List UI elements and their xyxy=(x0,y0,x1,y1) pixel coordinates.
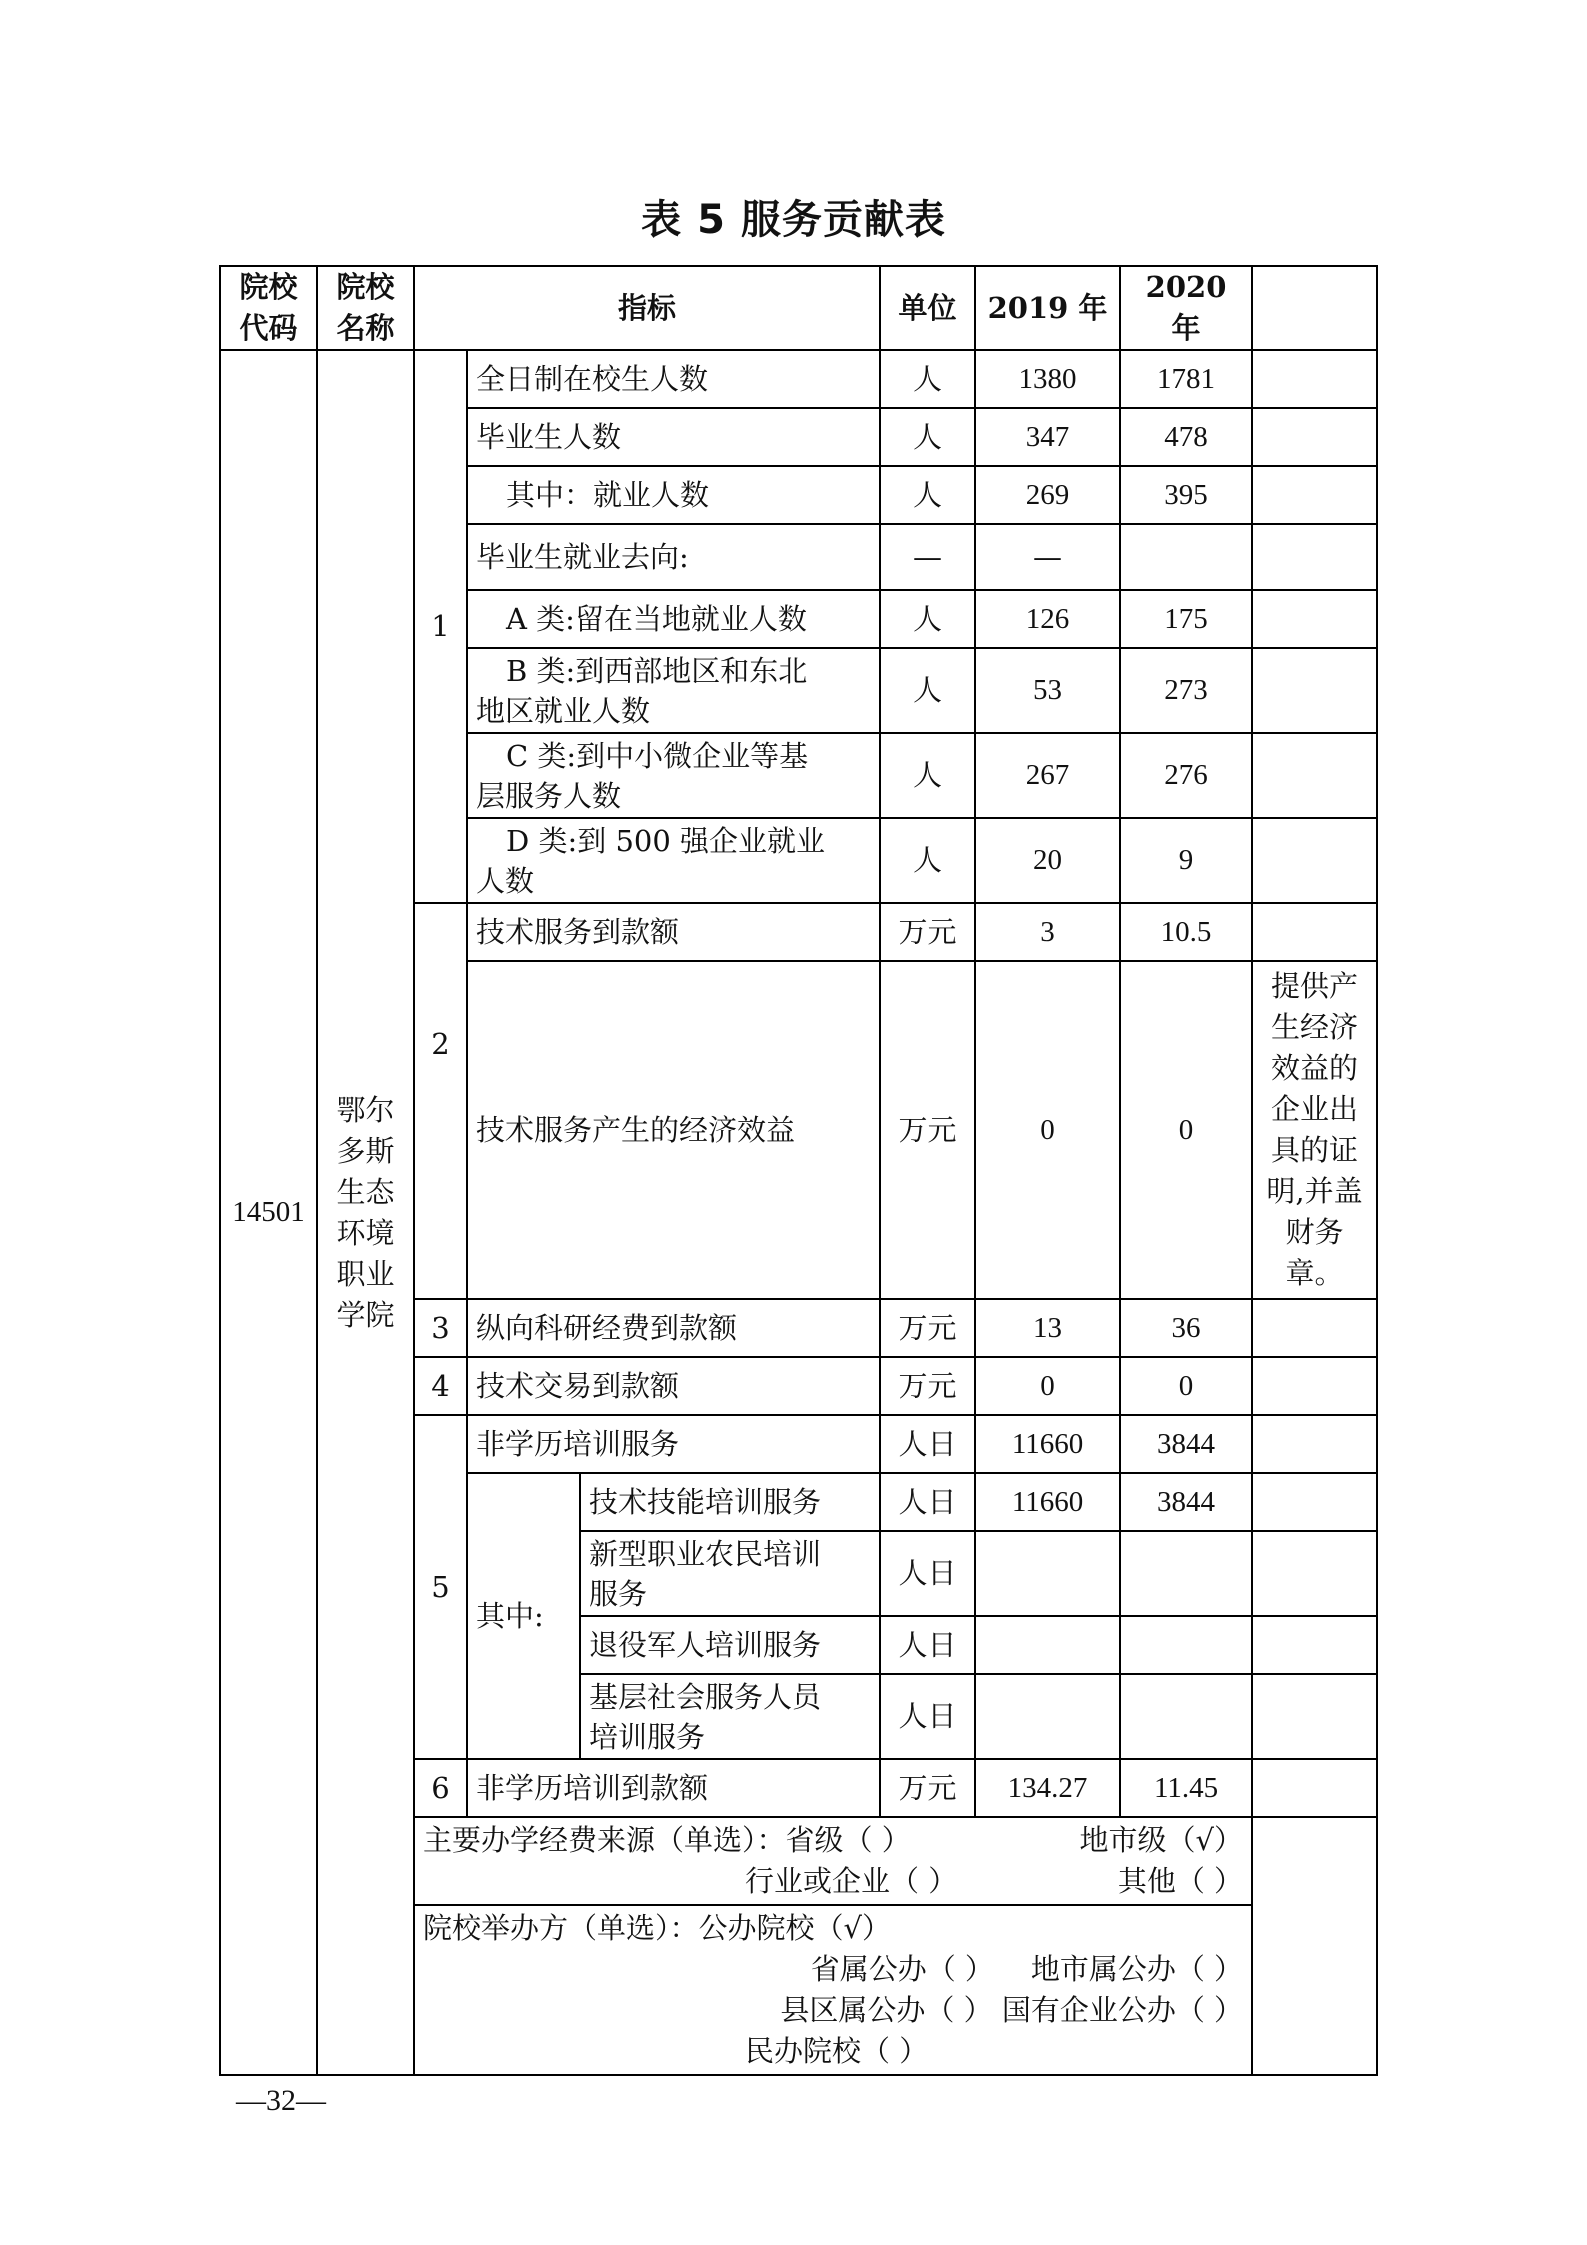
group-number: 5 xyxy=(414,1415,467,1759)
value-2020 xyxy=(1120,524,1252,590)
indicator-label: 技术服务产生的经济效益 xyxy=(467,961,880,1299)
unit-cell: 人 xyxy=(880,408,975,466)
unit-cell: 人 xyxy=(880,818,975,903)
value-2020: 9 xyxy=(1120,818,1252,903)
group-number: 4 xyxy=(414,1357,467,1415)
value-2020: 0 xyxy=(1120,961,1252,1299)
unit-cell: 人日 xyxy=(880,1473,975,1531)
value-2019: 134.27 xyxy=(975,1759,1120,1817)
note-cell xyxy=(1252,524,1377,590)
indicator-label: 非学历培训到款额 xyxy=(467,1759,880,1817)
group-number: 1 xyxy=(414,350,467,903)
value-2019: 20 xyxy=(975,818,1120,903)
value-2020: 276 xyxy=(1120,733,1252,818)
funding-option: 其他（ ） xyxy=(1117,1864,1244,1898)
unit-cell: 人日 xyxy=(880,1415,975,1473)
indicator-label: 新型职业农民培训 服务 xyxy=(580,1531,880,1616)
unit-cell: 万元 xyxy=(880,903,975,961)
note-cell xyxy=(1252,648,1377,733)
page-number: —32— xyxy=(236,2084,326,2117)
note-cell xyxy=(1252,1299,1377,1357)
indicator-label: 毕业生就业去向: xyxy=(467,524,880,590)
indicator-label: 非学历培训服务 xyxy=(467,1415,880,1473)
header-name: 院校 名称 xyxy=(317,266,414,350)
organizer-option: 民办院校（ ） xyxy=(745,2034,929,2068)
note-cell: 提供产 生经济 效益的 企业出 具的证 明,并盖 财务章。 xyxy=(1252,961,1377,1299)
organizer-label: 院校举办方（单选）： xyxy=(423,1911,699,1945)
organizer-option: 县区属公办（ ） xyxy=(780,1993,993,2027)
value-2020: 0 xyxy=(1120,1357,1252,1415)
organizer-option: 省属公办（ ） xyxy=(810,1952,994,1986)
school-name: 鄂尔 多斯 生态 环境 职业 学院 xyxy=(317,350,414,2075)
header-unit: 单位 xyxy=(880,266,975,350)
value-2019: 3 xyxy=(975,903,1120,961)
value-2020: 10.5 xyxy=(1120,903,1252,961)
note-cell xyxy=(1252,1817,1377,2075)
value-2020: 273 xyxy=(1120,648,1252,733)
value-2019: 0 xyxy=(975,1357,1120,1415)
value-2019: 0 xyxy=(975,961,1120,1299)
note-cell xyxy=(1252,1674,1377,1759)
value-2019 xyxy=(975,1531,1120,1616)
group-number: 3 xyxy=(414,1299,467,1357)
value-2020: 395 xyxy=(1120,466,1252,524)
header-2019: 2019 年 xyxy=(975,266,1120,350)
note-cell xyxy=(1252,733,1377,818)
value-2020 xyxy=(1120,1674,1252,1759)
unit-cell: 人 xyxy=(880,733,975,818)
value-2020: 11.45 xyxy=(1120,1759,1252,1817)
indicator-label: 技术服务到款额 xyxy=(467,903,880,961)
value-2019: 267 xyxy=(975,733,1120,818)
value-2019: 11660 xyxy=(975,1473,1120,1531)
note-cell xyxy=(1252,350,1377,408)
table-row xyxy=(220,350,1377,408)
group-number: 2 xyxy=(414,903,467,1299)
unit-cell: 万元 xyxy=(880,1299,975,1357)
indicator-label: D 类:到 500 强企业就业 人数 xyxy=(467,818,880,903)
note-cell xyxy=(1252,903,1377,961)
unit-cell: — xyxy=(880,524,975,590)
service-contribution-table xyxy=(219,265,1378,2076)
note-cell xyxy=(1252,1759,1377,1817)
indicator-label: 技术技能培训服务 xyxy=(580,1473,880,1531)
indicator-label: C 类:到中小微企业等基 层服务人数 xyxy=(467,733,880,818)
organizer-option: 公办院校（√） xyxy=(698,1911,891,1945)
value-2019 xyxy=(975,1674,1120,1759)
note-cell xyxy=(1252,408,1377,466)
note-cell xyxy=(1252,1415,1377,1473)
value-2019: 347 xyxy=(975,408,1120,466)
note-cell xyxy=(1252,1357,1377,1415)
indicator-label: B 类:到西部地区和东北 地区就业人数 xyxy=(467,648,880,733)
value-2019: 126 xyxy=(975,590,1120,648)
indicator-label: 全日制在校生人数 xyxy=(467,350,880,408)
note-cell xyxy=(1252,1616,1377,1674)
header-row xyxy=(220,266,1377,350)
school-code: 14501 xyxy=(220,350,317,2075)
value-2019: 11660 xyxy=(975,1415,1120,1473)
note-cell xyxy=(1252,466,1377,524)
unit-cell: 万元 xyxy=(880,1357,975,1415)
note-cell xyxy=(1252,818,1377,903)
value-2019: 1380 xyxy=(975,350,1120,408)
indicator-label: 退役军人培训服务 xyxy=(580,1616,880,1674)
header-2020: 2020 年 xyxy=(1120,266,1252,350)
funding-option: 省级（ ） xyxy=(785,1823,911,1857)
header-note xyxy=(1252,266,1377,350)
organizer-option: 国有企业公办（ ） xyxy=(1001,1993,1244,2027)
value-2019: 269 xyxy=(975,466,1120,524)
funding-source xyxy=(414,1817,1252,1905)
funding-label: 主要办学经费来源（单选）： xyxy=(423,1823,786,1857)
value-2020 xyxy=(1120,1616,1252,1674)
header-code: 院校 代码 xyxy=(220,266,317,350)
indicator-label: 基层社会服务人员 培训服务 xyxy=(580,1674,880,1759)
page-title: 表 5 服务贡献表 xyxy=(641,197,946,243)
value-2019: 53 xyxy=(975,648,1120,733)
note-cell xyxy=(1252,590,1377,648)
indicator-label: 毕业生人数 xyxy=(467,408,880,466)
unit-cell: 万元 xyxy=(880,1759,975,1817)
organizer-option: 地市属公办（ ） xyxy=(1030,1952,1244,1986)
unit-cell: 人日 xyxy=(880,1616,975,1674)
unit-cell: 人 xyxy=(880,648,975,733)
value-2020 xyxy=(1120,1531,1252,1616)
indicator-label: A 类:留在当地就业人数 xyxy=(467,590,880,648)
note-cell xyxy=(1252,1531,1377,1616)
unit-cell: 人 xyxy=(880,350,975,408)
unit-cell: 人日 xyxy=(880,1674,975,1759)
value-2019 xyxy=(975,1616,1120,1674)
value-2020: 1781 xyxy=(1120,350,1252,408)
value-2020: 175 xyxy=(1120,590,1252,648)
value-2020: 478 xyxy=(1120,408,1252,466)
note-cell xyxy=(1252,1473,1377,1531)
value-2019: 13 xyxy=(975,1299,1120,1357)
unit-cell: 人 xyxy=(880,590,975,648)
value-2020: 36 xyxy=(1120,1299,1252,1357)
value-2020: 3844 xyxy=(1120,1415,1252,1473)
header-indicator: 指标 xyxy=(414,266,880,350)
funding-option: 地市级（√） xyxy=(1079,1823,1244,1857)
organizer xyxy=(414,1905,1252,2075)
sub-label: 其中: xyxy=(467,1473,580,1759)
unit-cell: 人日 xyxy=(880,1531,975,1616)
funding-option: 行业或企业（ ） xyxy=(745,1864,958,1898)
group-number: 6 xyxy=(414,1759,467,1817)
indicator-label: 其中：就业人数 xyxy=(467,466,880,524)
unit-cell: 万元 xyxy=(880,961,975,1299)
indicator-label: 纵向科研经费到款额 xyxy=(467,1299,880,1357)
value-2019: — xyxy=(975,524,1120,590)
value-2020: 3844 xyxy=(1120,1473,1252,1531)
indicator-label: 技术交易到款额 xyxy=(467,1357,880,1415)
unit-cell: 人 xyxy=(880,466,975,524)
